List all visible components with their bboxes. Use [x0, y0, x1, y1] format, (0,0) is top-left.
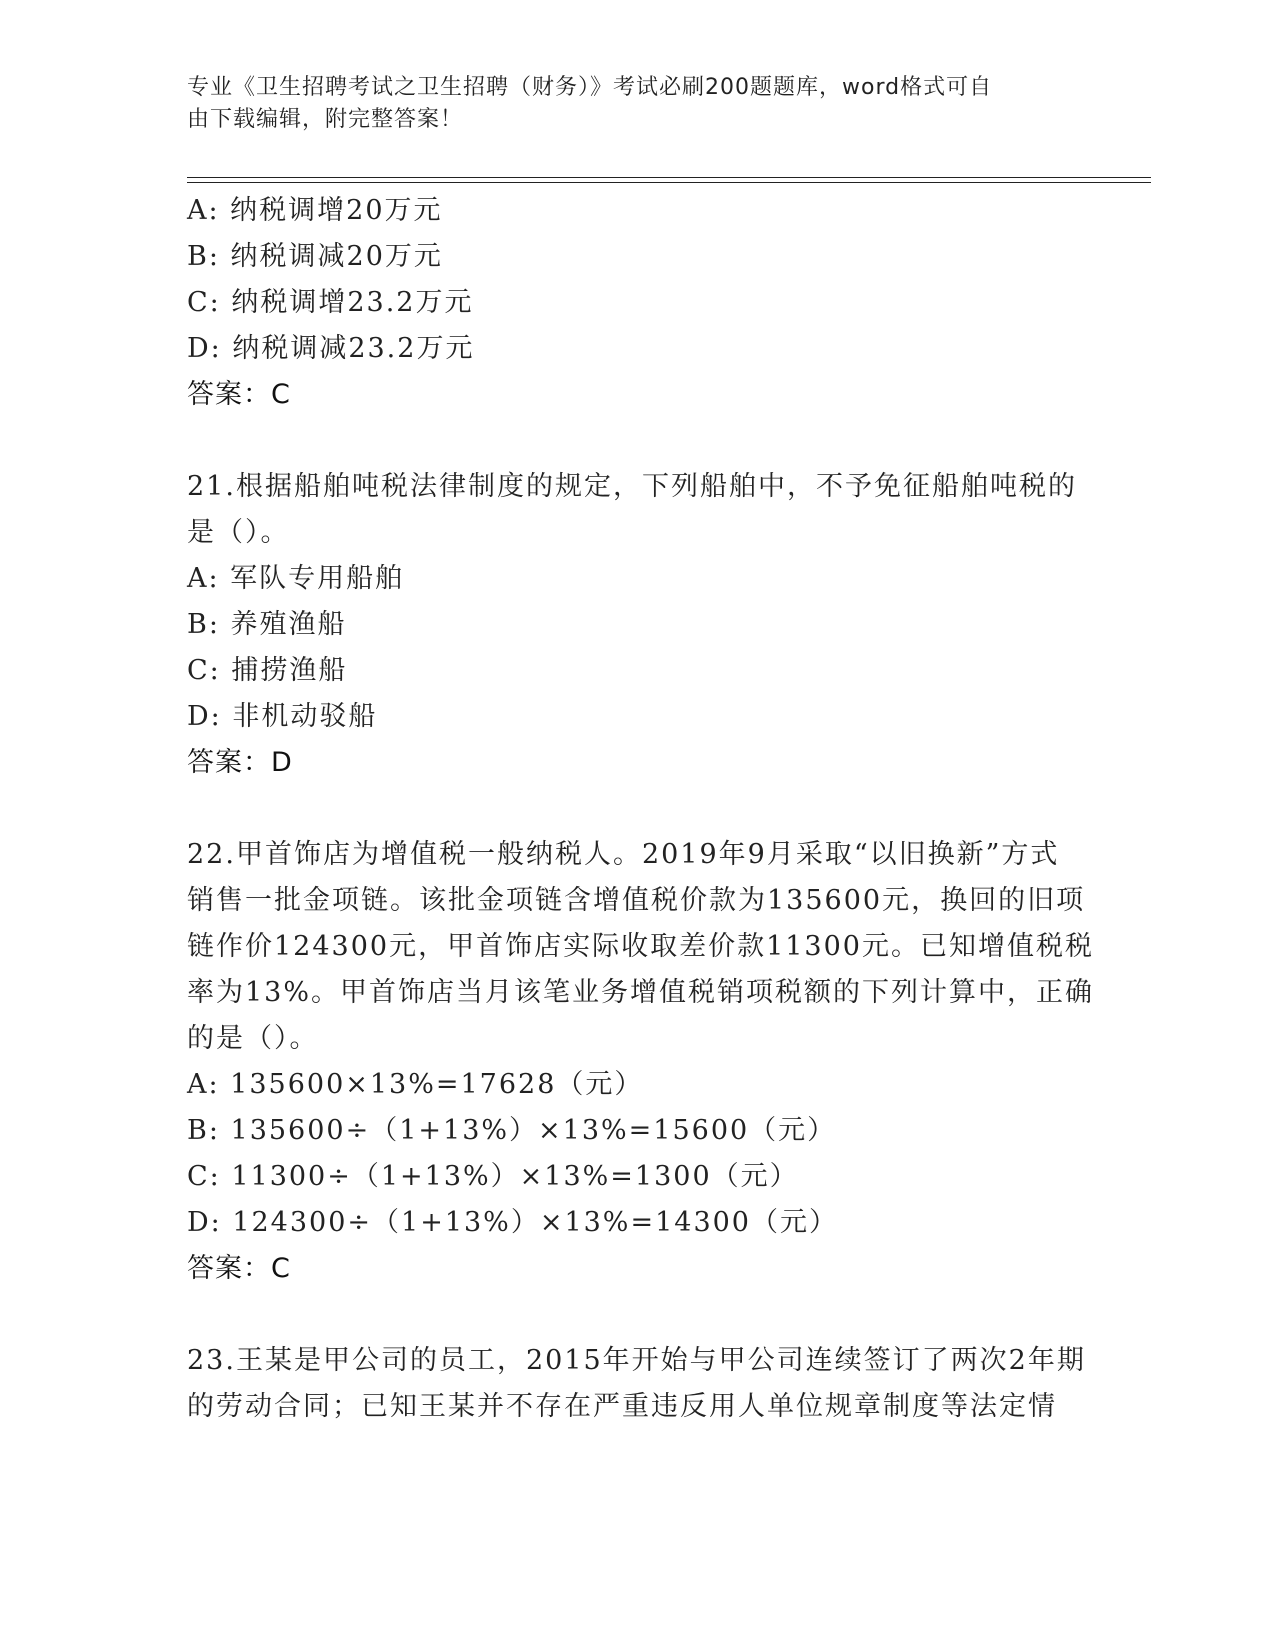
document-header	[187, 72, 1067, 136]
question-20	[187, 188, 1087, 418]
question-stem-line: 是（）。	[187, 517, 290, 548]
option-b: B: 纳税调减20万元	[187, 241, 443, 272]
question-22	[187, 832, 1095, 1292]
option-b: B: 养殖渔船	[187, 609, 347, 640]
header-rule-bottom	[187, 182, 1151, 183]
question-21	[187, 464, 1087, 786]
question-stem-line: 23.王某是甲公司的员工，2015年开始与甲公司连续签订了两次2年期	[187, 1345, 1086, 1376]
header-rule-top	[187, 177, 1151, 178]
option-a: A: 纳税调增20万元	[187, 195, 443, 226]
spacer	[187, 786, 1087, 832]
header-line-1: 专业《卫生招聘考试之卫生招聘（财务）》考试必刷200题题库，word格式可自	[187, 75, 993, 100]
question-stem-line: 链作价124300元，甲首饰店实际收取差价款11300元。已知增值税税	[187, 931, 1094, 962]
option-b: B: 135600÷（1+13%）×13%=15600（元）	[187, 1115, 837, 1146]
answer-line: 答案：C	[187, 1253, 291, 1284]
option-c: C: 捕捞渔船	[187, 655, 348, 686]
option-a: A: 135600×13%=17628（元）	[187, 1069, 644, 1100]
option-d: D: 124300÷（1+13%）×13%=14300（元）	[187, 1207, 838, 1238]
question-23	[187, 1338, 1087, 1430]
question-stem-line: 21.根据船舶吨税法律制度的规定，下列船舶中，不予免征船舶吨税的	[187, 471, 1077, 502]
option-d: D: 纳税调减23.2万元	[187, 333, 475, 364]
question-stem-line: 销售一批金项链。该批金项链含增值税价款为135600元，换回的旧项	[187, 885, 1086, 916]
answer-line: 答案：D	[187, 747, 293, 778]
header-line-2: 由下载编辑，附完整答案！	[187, 107, 464, 132]
question-stem-line: 的是（）。	[187, 1023, 319, 1054]
option-d: D: 非机动驳船	[187, 701, 378, 732]
spacer	[187, 1292, 1087, 1338]
question-stem-line: 的劳动合同；已知王某并不存在严重违反用人单位规章制度等法定情	[187, 1391, 1057, 1422]
document-body	[187, 188, 1095, 1430]
option-a: A: 军队专用船舶	[187, 563, 405, 594]
option-c: C: 纳税调增23.2万元	[187, 287, 474, 318]
question-stem-line: 22.甲首饰店为增值税一般纳税人。2019年9月采取“以旧换新”方式	[187, 839, 1060, 870]
question-stem-line: 率为13%。甲首饰店当月该笔业务增值税销项税额的下列计算中，正确	[187, 977, 1095, 1008]
option-c: C: 11300÷（1+13%）×13%=1300（元）	[187, 1161, 799, 1192]
spacer	[187, 418, 1087, 464]
answer-line: 答案：C	[187, 379, 291, 410]
